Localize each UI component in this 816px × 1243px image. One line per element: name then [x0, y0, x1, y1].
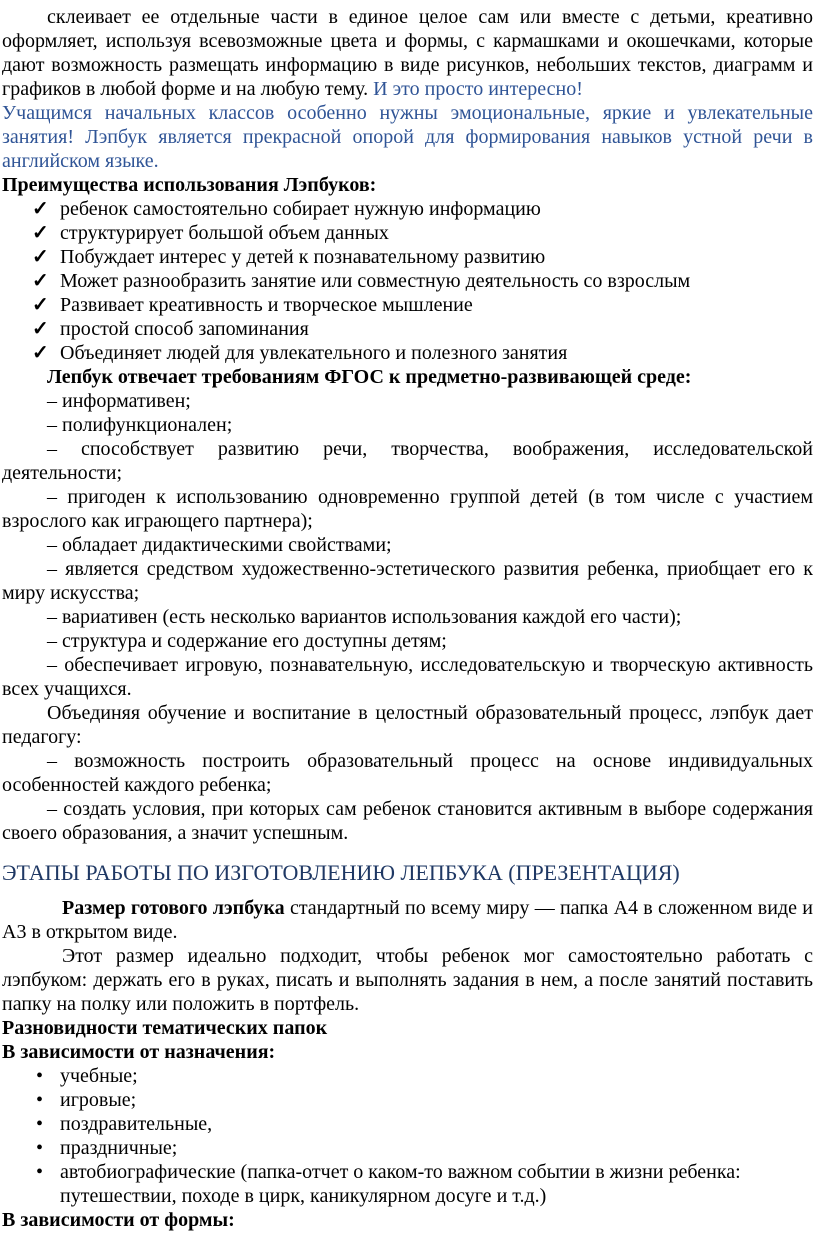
stages-heading: ЭТАПЫ РАБОТЫ ПО ИЗГОТОВЛЕНИЮ ЛЕПБУКА (ПРЕЗЕНТАЦИЯ): [2, 860, 680, 885]
fgos-item: – полифункционален;: [47, 414, 233, 436]
advantage-text: Объединяет людей для увлекательного и полезного занятия: [60, 342, 568, 364]
check-icon: ✓: [32, 198, 49, 220]
bullet-icon: •: [36, 1161, 44, 1183]
paragraph-size: [2, 896, 813, 944]
bullet-icon: •: [36, 1137, 44, 1159]
purpose-text: праздничные;: [60, 1137, 178, 1159]
advantage-item: [2, 317, 813, 341]
by-form-heading: В зависимости от формы:: [2, 1209, 235, 1231]
advantage-text: структурирует большой объем данных: [60, 222, 389, 244]
fgos-heading: Лепбук отвечает требованиям ФГОС к предметно-развивающей среде:: [47, 366, 692, 388]
check-icon: ✓: [32, 222, 49, 244]
purpose-list: [2, 1064, 813, 1208]
advantage-item: [2, 245, 813, 269]
teacher-item: – создать условия, при которых сам ребенок становится активным в выборе содержания своего образования, а значит успешным.: [2, 798, 813, 844]
intro-highlight-text: И это просто интересно!: [373, 78, 583, 100]
purpose-item: [2, 1088, 813, 1112]
paragraph-intro: [2, 5, 813, 101]
advantage-item: [2, 197, 813, 221]
advantages-heading: Преимущества использования Лэпбуков:: [2, 174, 377, 196]
purpose-text: поздравительные,: [60, 1113, 213, 1135]
fgos-item: – способствует развитию речи, творчества, воображения, исследовательской деятельности;: [2, 438, 813, 484]
size-lead-text: Размер готового лэпбука: [62, 897, 285, 919]
purpose-text: учебные;: [60, 1065, 138, 1087]
check-icon: ✓: [32, 246, 49, 268]
paragraph-students-note: Учащимся начальных классов особенно нужны эмоциональные, яркие и увлекательные занятия! Лэпбук является прекрасной опорой для формирования навыков устной речи в английском языке.: [2, 102, 813, 172]
fgos-item: – пригоден к использованию одновременно группой детей (в том числе с участием взрослого как играющего партнера);: [2, 486, 813, 532]
advantage-item: [2, 269, 813, 293]
paragraph-size-detail: Этот размер идеально подходит, чтобы ребенок мог самостоятельно работать с лэпбуком: держать его в руках, писать и выполнять задания в нем, а после занятий поставить папку на полку или положить в портфель.: [2, 945, 813, 1015]
check-icon: ✓: [32, 342, 49, 364]
fgos-item: – обеспечивает игровую, познавательную, исследовательскую и творческую активность всех учащихся.: [2, 654, 813, 700]
fgos-item: – является средством художественно-эстетического развития ребенка, приобщает его к миру искусства;: [2, 558, 813, 604]
purpose-text: игровые;: [60, 1089, 137, 1111]
purpose-text: автобиографические (папка-отчет о каком-то важном событии в жизни ребенка: путешествии, походе в цирк, каникулярном досуге и т.д.): [60, 1161, 741, 1207]
advantage-text: Развивает креативность и творческое мышление: [60, 294, 473, 316]
advantages-list: [2, 197, 813, 365]
fgos-item: – обладает дидактическими свойствами;: [47, 534, 392, 556]
size-rest-text: стандартный по всему миру — папка А4 в сложенном виде и А3 в открытом виде.: [2, 897, 813, 943]
purpose-item: [2, 1160, 813, 1208]
paragraph-unite: Объединяя обучение и воспитание в целостный образовательный процесс, лэпбук дает педагогу:: [2, 702, 813, 748]
check-icon: ✓: [32, 318, 49, 340]
advantage-text: ребенок самостоятельно собирает нужную информацию: [60, 198, 541, 220]
purpose-item: [2, 1136, 813, 1160]
check-icon: ✓: [32, 294, 49, 316]
bullet-icon: •: [36, 1065, 44, 1087]
bullet-icon: •: [36, 1113, 44, 1135]
advantage-text: Побуждает интерес у детей к познавательному развитию: [60, 246, 546, 268]
advantage-item: [2, 341, 813, 365]
teacher-item: – возможность построить образовательный процесс на основе индивидуальных особенностей каждого ребенка;: [2, 750, 813, 796]
purpose-item: [2, 1112, 813, 1136]
advantage-item: [2, 293, 813, 317]
fgos-item: – вариативен (есть несколько вариантов использования каждой его части);: [47, 606, 682, 628]
bullet-icon: •: [36, 1089, 44, 1111]
advantage-item: [2, 221, 813, 245]
intro-text: склеивает ее отдельные части в единое целое сам или вместе с детьми, креативно оформляет, используя всевозможные цвета и формы, с кармашками и окошечками, которые дают возможность размещать информацию в виде рисунков, небольших текстов, диаграмм и графиков в любой форме и на любую тему.: [2, 6, 813, 100]
purpose-item: [2, 1064, 813, 1088]
by-purpose-heading: В зависимости от назначения:: [2, 1041, 276, 1063]
check-icon: ✓: [32, 270, 49, 292]
advantage-text: Может разнообразить занятие или совместную деятельность со взрослым: [60, 270, 691, 292]
varieties-heading: Разновидности тематических папок: [2, 1017, 328, 1039]
fgos-item: – структура и содержание его доступны детям;: [47, 630, 447, 652]
fgos-item: – информативен;: [47, 390, 191, 412]
advantage-text: простой способ запоминания: [60, 318, 309, 340]
